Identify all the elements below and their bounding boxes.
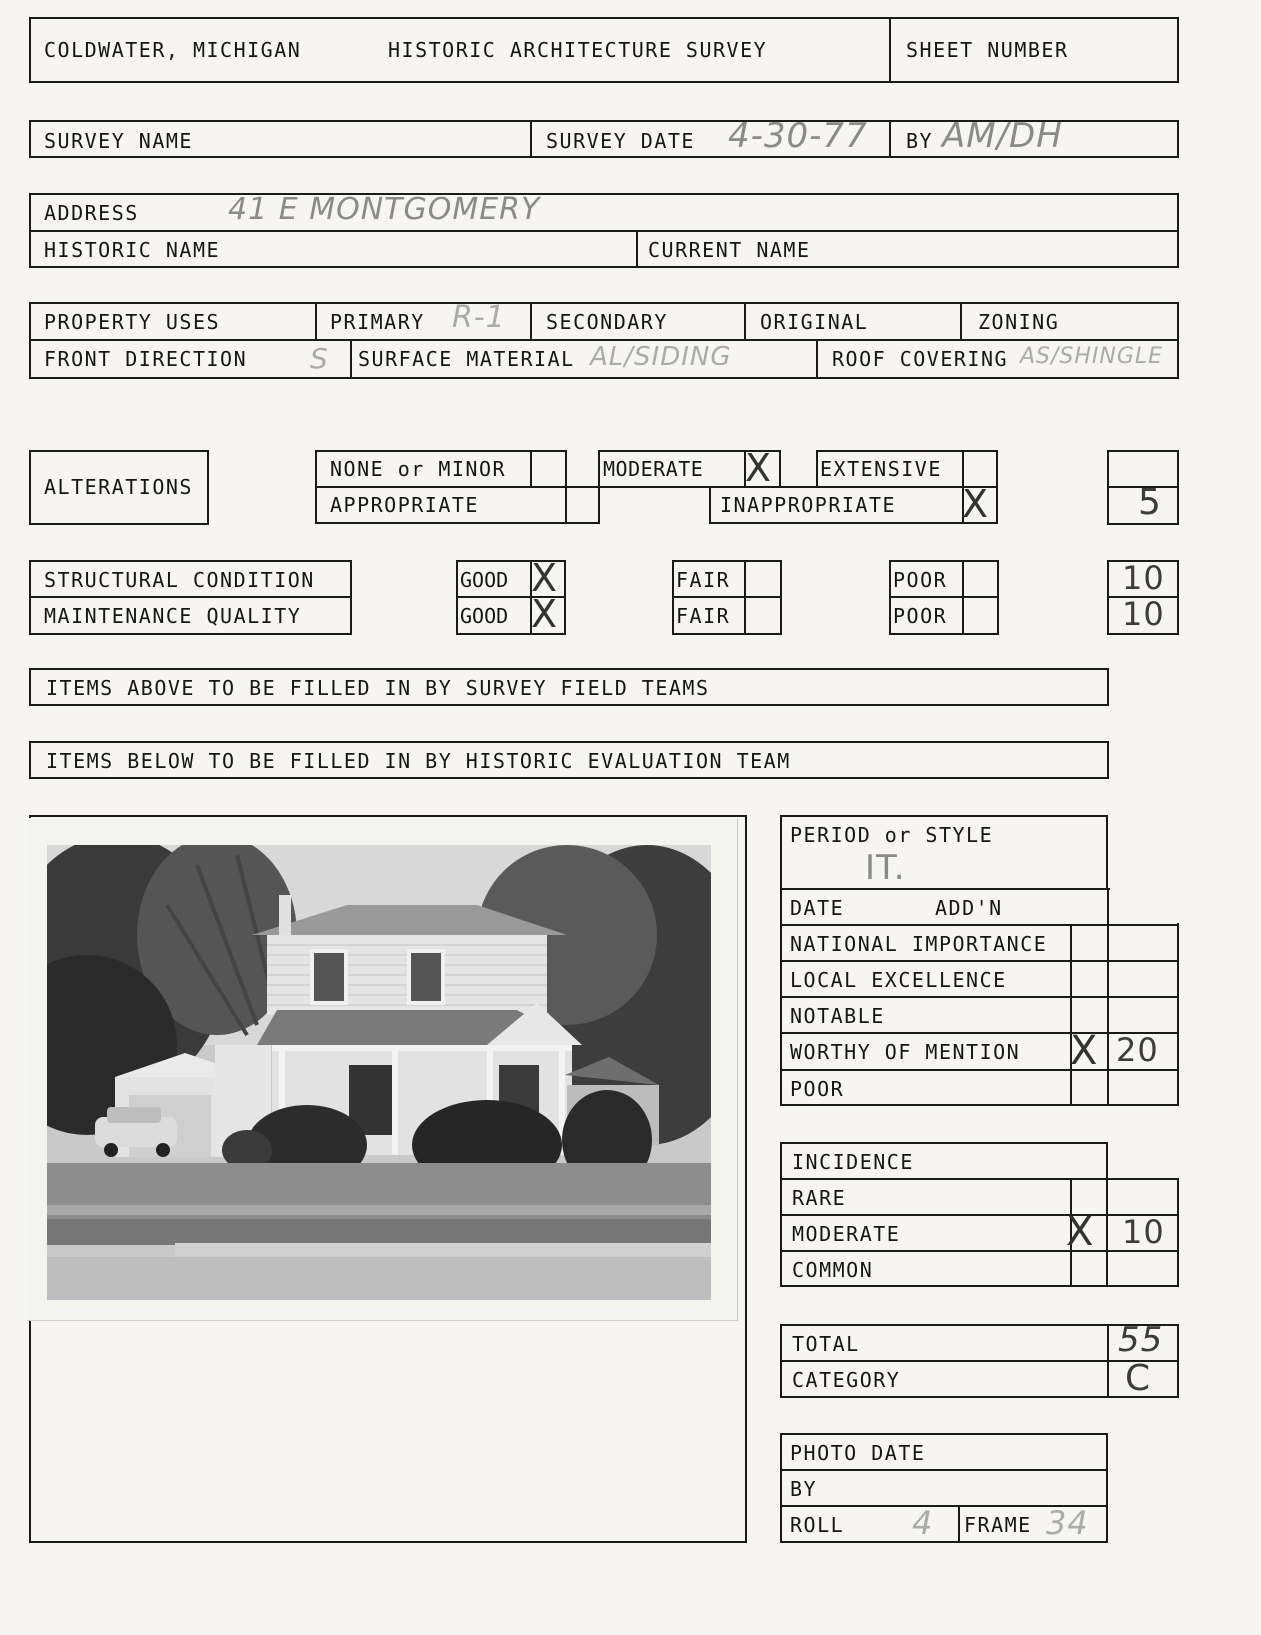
secondary-label: SECONDARY bbox=[546, 310, 668, 334]
survey-by-label: BY bbox=[906, 129, 934, 153]
roll-label: ROLL bbox=[790, 1513, 845, 1537]
poor-check-divider bbox=[962, 560, 964, 635]
good-label-structural: GOOD bbox=[460, 568, 509, 592]
photo-by-label: BY bbox=[790, 1477, 818, 1501]
good-label-maintenance: GOOD bbox=[460, 604, 509, 628]
poor-label-maintenance: POOR bbox=[893, 604, 948, 628]
address-value[interactable]: 41 E MONTGOMERY bbox=[228, 192, 541, 227]
property-row-line bbox=[29, 339, 1179, 341]
prop-div-3 bbox=[744, 302, 746, 340]
survey-date-label: SURVEY DATE bbox=[546, 129, 695, 153]
inc-bottom-right bbox=[1107, 1285, 1179, 1287]
primary-value[interactable]: R-1 bbox=[452, 300, 506, 335]
worthy-checkmark[interactable]: X bbox=[1070, 1028, 1098, 1074]
eval-line-5 bbox=[780, 1069, 1179, 1071]
inc-line-3 bbox=[780, 1250, 1179, 1252]
inc-line-1 bbox=[780, 1178, 1179, 1180]
extensive-label: EXTENSIVE bbox=[820, 457, 942, 481]
surface-material-label: SURFACE MATERIAL bbox=[358, 347, 575, 371]
note-below-text: ITEMS BELOW TO BE FILLED IN BY HISTORIC EVALUATION TEAM bbox=[46, 749, 791, 773]
totals-div bbox=[1107, 1324, 1109, 1398]
roll-value[interactable]: 4 bbox=[912, 1504, 934, 1542]
fair-label-maintenance: FAIR bbox=[676, 604, 731, 628]
survey-divider-1 bbox=[530, 120, 532, 158]
appropriate-label: APPROPRIATE bbox=[330, 493, 479, 517]
address-row-line bbox=[29, 230, 1179, 232]
moderate-label: MODERATE bbox=[603, 457, 704, 481]
maintenance-good-checkmark[interactable]: X bbox=[531, 592, 558, 636]
category-label: CATEGORY bbox=[792, 1368, 901, 1392]
worthy-of-mention-label: WORTHY OF MENTION bbox=[790, 1040, 1021, 1064]
frame-label: FRAME bbox=[964, 1513, 1032, 1537]
historic-name-label: HISTORIC NAME bbox=[44, 238, 221, 262]
eval-line-3 bbox=[780, 996, 1179, 998]
zoning-label: ZONING bbox=[978, 310, 1060, 334]
poor-row-line bbox=[889, 596, 999, 598]
period-style-label: PERIOD or STYLE bbox=[790, 823, 994, 847]
city-label: COLDWATER, MICHIGAN bbox=[44, 38, 302, 62]
property-uses-label: PROPERTY USES bbox=[44, 310, 221, 334]
none-minor-check-divider bbox=[530, 450, 532, 488]
common-label: COMMON bbox=[792, 1258, 874, 1282]
moderate-checkmark[interactable]: X bbox=[745, 446, 772, 490]
addn-label: ADD'N bbox=[935, 896, 1003, 920]
inc-div-2 bbox=[1177, 1178, 1179, 1287]
sheet-number-label: SHEET NUMBER bbox=[906, 38, 1069, 62]
photo-line-1 bbox=[780, 1469, 1108, 1471]
totals-line bbox=[780, 1360, 1179, 1362]
eval-line-2 bbox=[780, 960, 1179, 962]
eval-poor-label: POOR bbox=[790, 1077, 845, 1101]
incidence-moderate-score[interactable]: 10 bbox=[1122, 1213, 1165, 1251]
fair-check-divider bbox=[744, 560, 746, 635]
eval-line-1 bbox=[780, 924, 1179, 926]
condition-row-line bbox=[29, 596, 352, 598]
photo-div bbox=[958, 1505, 960, 1543]
structural-score[interactable]: 10 bbox=[1122, 559, 1165, 597]
fair-label-structural: FAIR bbox=[676, 568, 731, 592]
structural-condition-label: STRUCTURAL CONDITION bbox=[44, 568, 315, 592]
worthy-score[interactable]: 20 bbox=[1116, 1031, 1159, 1069]
prop-div-6 bbox=[816, 339, 818, 379]
inappropriate-checkmark[interactable]: X bbox=[962, 482, 989, 526]
survey-by-value[interactable]: AM/DH bbox=[942, 116, 1063, 156]
alterations-score[interactable]: 5 bbox=[1138, 482, 1162, 523]
period-style-value[interactable]: IT. bbox=[865, 848, 906, 888]
front-direction-value[interactable]: S bbox=[310, 342, 329, 375]
incidence-moderate-label: MODERATE bbox=[792, 1222, 901, 1246]
incidence-label: INCIDENCE bbox=[792, 1150, 914, 1174]
inappropriate-label: INAPPROPRIATE bbox=[720, 493, 897, 517]
header-divider bbox=[889, 17, 891, 83]
structural-good-checkmark[interactable]: X bbox=[531, 556, 558, 600]
prop-div-4 bbox=[960, 302, 962, 340]
house-photograph bbox=[47, 845, 711, 1300]
survey-date-value[interactable]: 4-30-77 bbox=[728, 116, 868, 156]
original-label: ORIGINAL bbox=[760, 310, 869, 334]
poor-label-structural: POOR bbox=[893, 568, 948, 592]
survey-name-label: SURVEY NAME bbox=[44, 129, 193, 153]
prop-div-2 bbox=[530, 302, 532, 340]
maintenance-quality-label: MAINTENANCE QUALITY bbox=[44, 604, 302, 628]
total-label: TOTAL bbox=[792, 1332, 860, 1356]
eval-div-2 bbox=[1107, 888, 1109, 1106]
inc-line-2 bbox=[780, 1214, 1179, 1216]
front-direction-label: FRONT DIRECTION bbox=[44, 347, 248, 371]
survey-divider-2 bbox=[889, 120, 891, 158]
date-row-right-mask bbox=[1110, 888, 1182, 923]
primary-label: PRIMARY bbox=[330, 310, 425, 334]
address-label: ADDRESS bbox=[44, 201, 139, 225]
roof-covering-label: ROOF COVERING bbox=[832, 347, 1009, 371]
frame-value[interactable]: 34 bbox=[1046, 1504, 1089, 1542]
roof-covering-value[interactable]: AS/SHINGLE bbox=[1020, 344, 1164, 369]
maintenance-score[interactable]: 10 bbox=[1122, 595, 1165, 633]
eval-div-1 bbox=[1070, 924, 1072, 1106]
fair-row-line bbox=[672, 596, 782, 598]
appropriate-check-divider bbox=[565, 486, 567, 524]
note-above-text: ITEMS ABOVE TO BE FILLED IN BY SURVEY FIELD TEAMS bbox=[46, 676, 710, 700]
name-divider bbox=[636, 230, 638, 268]
notable-label: NOTABLE bbox=[790, 1004, 885, 1028]
prop-div-5 bbox=[350, 339, 352, 379]
local-excellence-label: LOCAL EXCELLENCE bbox=[790, 968, 1007, 992]
form-title: HISTORIC ARCHITECTURE SURVEY bbox=[388, 38, 768, 62]
date-label: DATE bbox=[790, 896, 845, 920]
surface-material-value[interactable]: AL/SIDING bbox=[590, 342, 732, 372]
prop-div-1 bbox=[315, 302, 317, 340]
alterations-label: ALTERATIONS bbox=[44, 475, 193, 499]
incidence-moderate-checkmark[interactable]: X bbox=[1066, 1209, 1094, 1255]
rare-label: RARE bbox=[792, 1186, 847, 1210]
total-value[interactable]: 55 bbox=[1118, 1320, 1164, 1360]
photo-date-label: PHOTO DATE bbox=[790, 1441, 926, 1465]
category-value[interactable]: C bbox=[1125, 1358, 1152, 1399]
current-name-label: CURRENT NAME bbox=[648, 238, 811, 262]
national-importance-label: NATIONAL IMPORTANCE bbox=[790, 932, 1048, 956]
none-minor-label: NONE or MINOR bbox=[330, 457, 507, 481]
